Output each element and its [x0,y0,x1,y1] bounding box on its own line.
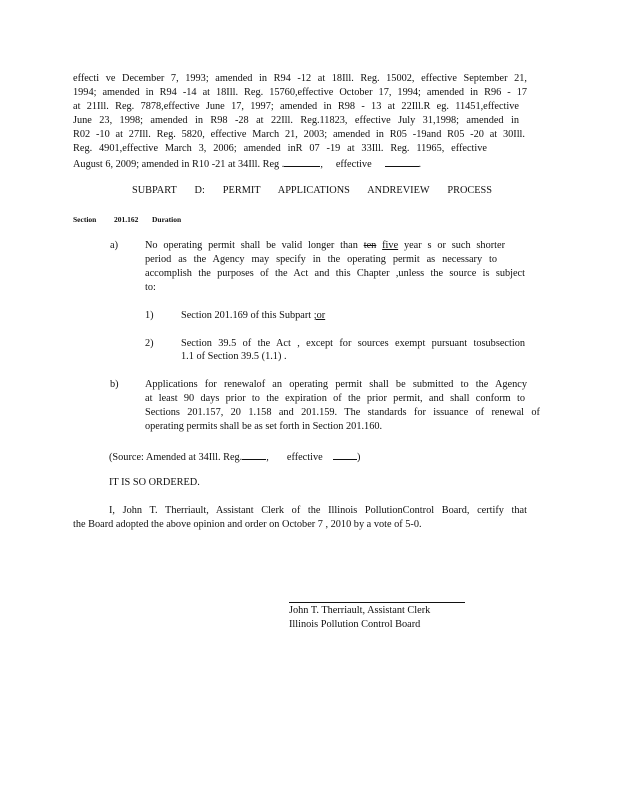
signature-line [289,602,465,603]
para-b-line-2: at least 90 days prior to the expiration of the prior permit, and shall conform to [145,393,525,404]
source-note [109,450,360,464]
source-comma: , [266,452,269,463]
register-blank [284,157,320,167]
history-line-6: Reg. 4901,effective March 3, 2006; amended inR 07 -19 at 33Ill. Reg. 11965, effective [73,143,487,154]
history-comma: , [320,159,323,170]
item-1-marker: 1) [145,310,154,321]
history-effective: effective [335,159,372,170]
history-line-1: effecti ve December 7, 1993; amended in R94 -12 at 18Ill. Reg. 15002, effective September 21, [73,73,527,84]
history-line-2: 1994; amended in R94 -14 at 18Ill. Reg. 15760,effective October 17, 1994; amended in R96 - 17 [73,87,527,98]
source-prefix: (Source: Amended at 34Ill. Reg. [109,452,243,463]
para-b-marker: b) [110,379,119,390]
section-title: Duration [152,215,182,224]
item-2-line-1: Section 39.5 of the Act , except for sources exempt pursuant tosubsection [181,338,525,349]
source-effective: effective [286,452,323,463]
history-line-4: June 23, 1998; amended in R98 -28 at 22Ill. Reg.11823, effective July 31,1998; amended in [73,115,519,126]
para-a-line-4: to: [145,282,156,293]
para-a-marker: a) [110,240,118,251]
signature-name: John T. Therriault, Assistant Clerk [289,605,431,616]
item-2-marker: 2) [145,338,154,349]
source-close: ) [357,452,361,463]
struck-text: ten [363,240,377,251]
para-a-line-2: period as the Agency may specify in the operating permit as necessary to [145,254,497,265]
para-a-line1-post: year s or such shorter [403,240,505,251]
para-b-line-1: Applications for renewalof an operating permit shall be submitted to the Agency [145,379,527,390]
para-b-line-3: Sections 201.157, 20 1.158 and 201.159. The standards for issuance of renewal of [145,407,540,418]
inserted-text: five [382,240,399,251]
subpart-heading: SUBPART D: PERMIT APPLICATIONS ANDREVIEW PROCESS [132,185,492,196]
para-a-line-1 [145,240,505,253]
item-1-text [181,310,325,322]
history-period: . [418,159,422,170]
para-b-line-4: operating permits shall be as set forth in Section 201.160. [145,421,383,432]
item-2-line-2: 1.1 of Section 39.5 (1.1) . [181,351,287,362]
history-line-3: at 21Ill. Reg. 7878,effective June 17, 1997; amended in R98 - 13 at 22Ill.R eg. 11451,effective [73,101,519,112]
history-line-7 [73,157,421,171]
history-last-prefix: August 6, 2009; amended in R10 -21 at 34Ill. Reg . [73,159,285,170]
section-label: Section [73,215,97,224]
order-statement: IT IS SO ORDERED. [109,477,200,488]
para-a-line1-pre: No operating permit shall be valid longer than [145,240,358,251]
para-a-line-3: accomplish the purposes of the Act and this Chapter ,unless the source is subject [145,268,525,279]
certification-line-1: I, John T. Therriault, Assistant Clerk of the Illinois PollutionControl Board, certify that [109,505,527,516]
item-1-suffix: ;or [313,310,326,321]
source-register-blank [242,450,266,460]
signature-org: Illinois Pollution Control Board [289,619,421,630]
source-effective-blank [333,450,357,460]
certification-line-2: the Board adopted the above opinion and order on October 7 , 2010 by a vote of 5-0. [73,519,422,530]
section-number: 201.162 [114,215,139,224]
history-line-5: R02 -10 at 27Ill. Reg. 5820, effective March 21, 2003; amended in R05 -19and R05 -20 at 30Ill. [73,129,525,140]
effective-blank [385,157,419,167]
item-1-body: Section 201.169 of this Subpart [181,310,312,321]
